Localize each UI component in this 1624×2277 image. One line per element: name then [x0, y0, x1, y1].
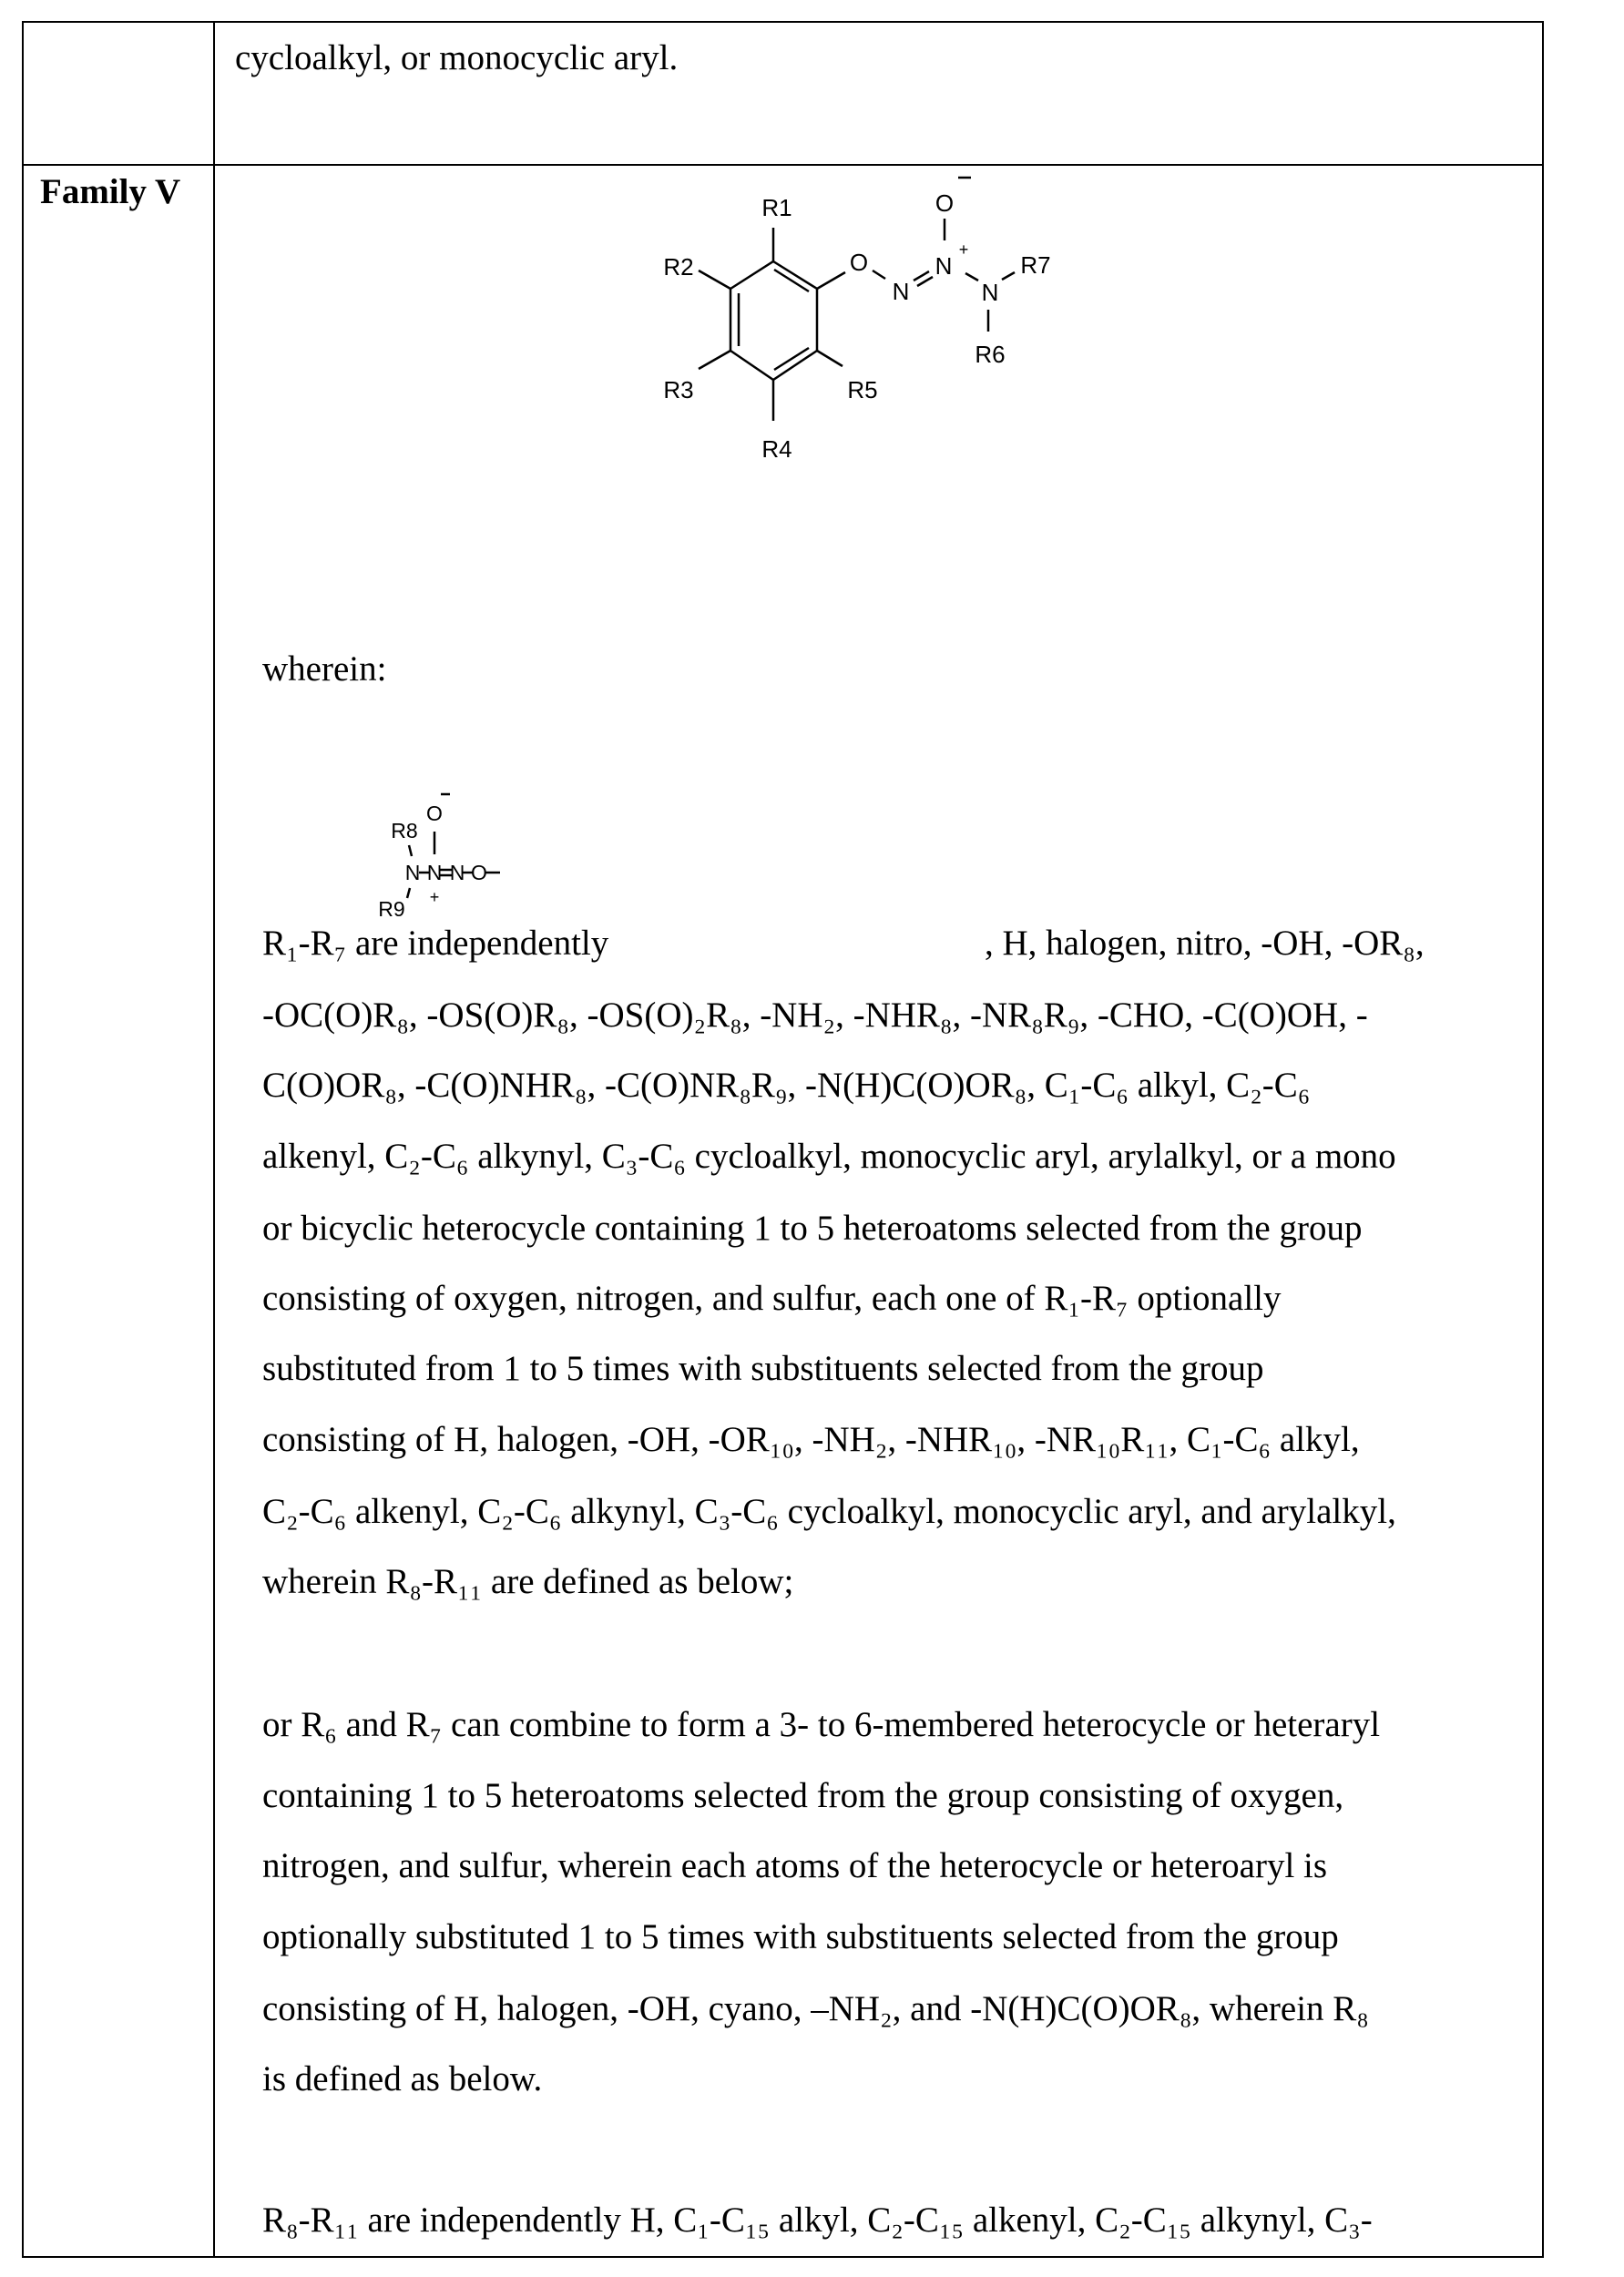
line: , H, halogen, nitro, -OH, -OR₈, — [985, 924, 1425, 964]
atom-o-ether: O — [850, 249, 868, 276]
line: consisting of oxygen, nitrogen, and sulfur, each one of R₁-R₇ optionally — [262, 1279, 1282, 1319]
line: nitrogen, and sulfur, wherein each atoms of the heterocycle or heteroaryl is — [262, 1846, 1327, 1886]
atom-n-amine: N — [982, 279, 999, 306]
line: wherein R₈-R₁₁ are defined as below; — [262, 1562, 793, 1602]
atom-n2: N — [427, 861, 443, 884]
atom-o1: O — [471, 861, 487, 884]
atom-r3: R3 — [663, 376, 693, 403]
atom-r1: R1 — [761, 194, 792, 221]
line: C₂-C₆ alkenyl, C₂-C₆ alkynyl, C₃-C₆ cycloalkyl, monocyclic aryl, and arylalkyl, — [262, 1492, 1396, 1532]
previous-row-text: cycloalkyl, or monocyclic aryl. — [235, 38, 678, 78]
line: optionally substituted 1 to 5 times with substituents selected from the group — [262, 1917, 1339, 1957]
line: or R₆ and R₇ can combine to form a 3- to 6-membered heterocycle or heteraryl — [262, 1705, 1380, 1745]
wherein-label: wherein: — [262, 649, 386, 689]
atom-n: N — [893, 278, 910, 305]
atom-n3: N — [450, 861, 465, 884]
atom-r9: R9 — [378, 897, 404, 921]
line: or bicyclic heterocycle containing 1 to 5 heteroatoms selected from the group — [262, 1209, 1362, 1249]
line: C(O)OR₈, -C(O)NHR₈, -C(O)NR₈R₉, -N(H)C(O)OR₈, C₁-C₆ alkyl, C₂-C₆ — [262, 1066, 1310, 1106]
atom-r8: R8 — [391, 819, 417, 842]
atom-r7: R7 — [1020, 251, 1050, 279]
line: containing 1 to 5 heteroatoms selected from the group consisting of oxygen, — [262, 1776, 1343, 1816]
family-label: Family V — [40, 172, 180, 212]
line: -OC(O)R₈, -OS(O)R₈, -OS(O)₂R₈, -NH₂, -NHR₈, -NR₈R₉, -CHO, -C(O)OH, - — [262, 996, 1368, 1036]
plus-charge2: + — [430, 888, 440, 906]
atom-n-plus: N — [935, 252, 953, 280]
line: is defined as below. — [262, 2059, 542, 2099]
atom-o-minus2: O — [426, 802, 443, 825]
atom-r5: R5 — [847, 376, 877, 403]
line: consisting of H, halogen, -OH, -OR₁₀, -NH₂, -NHR₁₀, -NR₁₀R₁₁, C₁-C₆ alkyl, — [262, 1420, 1360, 1460]
atom-r6: R6 — [975, 341, 1005, 368]
line: R₈-R₁₁ are independently H, C₁-C₁₅ alkyl, C₂-C₁₅ alkenyl, C₂-C₁₅ alkynyl, C₃- — [262, 2200, 1373, 2241]
line: alkenyl, C₂-C₆ alkynyl, C₃-C₆ cycloalkyl, monocyclic aryl, arylalkyl, or a mono — [262, 1137, 1396, 1177]
line: consisting of H, halogen, -OH, cyano, –NH₂, and -N(H)C(O)OR₈, wherein R₈ — [262, 1989, 1369, 2029]
line: substituted from 1 to 5 times with substituents selected from the group — [262, 1349, 1263, 1389]
atom-r4: R4 — [761, 435, 792, 463]
line: R₁-R₇ are independently — [262, 924, 608, 964]
atom-o-minus: O — [935, 189, 954, 217]
plus-charge: + — [959, 240, 969, 259]
atom-n1: N — [405, 861, 421, 884]
atom-r2: R2 — [663, 253, 693, 281]
